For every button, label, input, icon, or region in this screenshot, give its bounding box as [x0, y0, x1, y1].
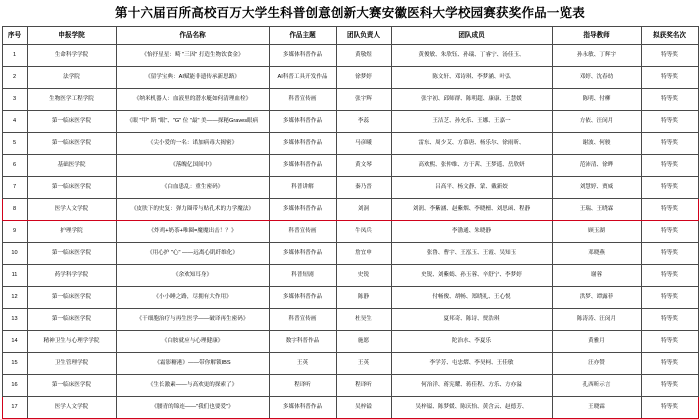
- cell-leader: 詹宜申: [336, 243, 391, 265]
- cell-teacher: 刘慧婷、贾威: [552, 177, 641, 199]
- table-row: [2, 309, 698, 331]
- cell-work: 《白血患乱：重生密码》: [116, 177, 269, 199]
- cell-college: 第一临床医学院: [27, 133, 116, 155]
- cell-work: 《纳米机器人：血液里的潜水艇如何清理血栓》: [116, 89, 269, 111]
- cell-no: 10: [2, 243, 27, 265]
- column-header-leader: 团队负责人: [336, 27, 391, 45]
- cell-members: 张鲁、曹宇、王泓玉、王霞、吴知玉: [391, 243, 552, 265]
- cell-no: 12: [2, 287, 27, 309]
- page-title: 第十六届百所高校百万大学生科普创意创新大赛安徽医科大学校园赛获奖作品一览表: [115, 6, 585, 20]
- cell-leader: 张宇辉: [336, 89, 391, 111]
- cell-members: 陈文轩、邓诗琪、李梦涵、叶弘: [391, 67, 552, 89]
- cell-members: 高欢熙、张仲维、方于茜、王梦遥、岳欣妍: [391, 155, 552, 177]
- cell-award: 特等奖: [641, 243, 698, 265]
- cell-award: 特等奖: [641, 45, 698, 67]
- cell-college: 精神卫生与心理学学院: [27, 331, 116, 353]
- cell-award: 特等奖: [641, 375, 698, 397]
- cell-award: 特等奖: [641, 89, 698, 111]
- cell-leader: 黄文琴: [336, 155, 391, 177]
- cell-teacher: 王晓霖: [552, 397, 641, 419]
- cell-college: 第一临床医学院: [27, 309, 116, 331]
- cell-theme: 多媒体科普作品: [269, 287, 336, 309]
- cell-members: 何治洋、蒋宪耀、蒋佳程、方乐、方亦溢: [391, 375, 552, 397]
- cell-college: 第一临床医学院: [27, 243, 116, 265]
- cell-members: 陀治水、李夏乐: [391, 331, 552, 353]
- cell-teacher: 顾玉湖: [552, 221, 641, 243]
- cell-teacher: 方依、汪闵月: [552, 111, 641, 133]
- cell-leader: 史锐: [336, 265, 391, 287]
- cell-college: 基础医学院: [27, 155, 116, 177]
- cell-theme: AI科普工具开发作品: [269, 67, 336, 89]
- cell-theme: 多媒体科普作品: [269, 199, 336, 221]
- cell-award: 特等奖: [641, 199, 698, 221]
- cell-work: 《霜影糖港》——带你解锁IBS: [116, 353, 269, 375]
- cell-teacher: 洪梦、谭露菲: [552, 287, 641, 309]
- cell-college: 第一临床医学院: [27, 177, 116, 199]
- cell-award: 特等奖: [641, 309, 698, 331]
- cell-theme: 科普短剧: [269, 265, 336, 287]
- cell-college: 医学人文学院: [27, 199, 116, 221]
- cell-no: 7: [2, 177, 27, 199]
- cell-no: 4: [2, 111, 27, 133]
- cell-work: 《眼 "甲" 斯 "眼"、"G" 位 "最" 美——探秘Graves眼病: [116, 111, 269, 133]
- cell-award: 特等奖: [641, 353, 698, 375]
- cell-award: 特等奖: [641, 177, 698, 199]
- cell-theme: 多媒体科普作品: [269, 243, 336, 265]
- cell-teacher: 谢波、何骏: [552, 133, 641, 155]
- table-row: [2, 221, 698, 243]
- table-row: [2, 45, 698, 67]
- cell-theme: 多媒体科普作品: [269, 155, 336, 177]
- cell-leader: 杜昊生: [336, 309, 391, 331]
- table-row: [2, 353, 698, 375]
- table-row: [2, 397, 698, 419]
- cell-award: 特等奖: [641, 397, 698, 419]
- cell-theme: 多媒体科普作品: [269, 45, 336, 67]
- cell-leader: 刘洞: [336, 199, 391, 221]
- table-row: [2, 199, 698, 221]
- table-row: [2, 331, 698, 353]
- column-header-award: 拟获奖名次: [641, 27, 698, 45]
- cell-college: 生物医学工程学院: [27, 89, 116, 111]
- cell-leader: 王英: [336, 353, 391, 375]
- cell-leader: 施愿: [336, 331, 391, 353]
- cell-no: 15: [2, 353, 27, 375]
- cell-work: 《怡抒星星：畸 "三因" 打造生物饮食金》: [116, 45, 269, 67]
- cell-teacher: 孔西昕示言: [552, 375, 641, 397]
- cell-teacher: 谢蓉: [552, 265, 641, 287]
- table-row: [2, 265, 698, 287]
- table-header: [2, 27, 698, 45]
- cell-work: 《余欢知耳身》: [116, 265, 269, 287]
- table-body: [2, 45, 698, 419]
- cell-teacher: 陈涛涛、汪闵月: [552, 309, 641, 331]
- column-header-work: 作品名称: [116, 27, 269, 45]
- cell-no: 8: [2, 199, 27, 221]
- cell-college: 生命科学学院: [27, 45, 116, 67]
- cell-members: 吕高平、杨文静、蒙、戴新姣: [391, 177, 552, 199]
- award-table: [2, 26, 699, 419]
- cell-members: 付畅俊、胡畅、郑晓礼、王心悦: [391, 287, 552, 309]
- cell-award: 特等奖: [641, 287, 698, 309]
- cell-work: 《生长激素——与高欢更的探索了》: [116, 375, 269, 397]
- cell-award: 特等奖: [641, 155, 698, 177]
- cell-college: 第一临床医学院: [27, 287, 116, 309]
- cell-college: 第一临床医学院: [27, 375, 116, 397]
- cell-no: 14: [2, 331, 27, 353]
- cell-college: 卫生管理学院: [27, 353, 116, 375]
- column-header-college: 申报学院: [27, 27, 116, 45]
- cell-theme: 多媒体科普作品: [269, 111, 336, 133]
- cell-work: 《留学宝典：AI赋能非遗传承新思路》: [116, 67, 269, 89]
- cell-award: 特等奖: [641, 331, 698, 353]
- cell-leader: 马彦曦: [336, 133, 391, 155]
- cell-no: 11: [2, 265, 27, 287]
- cell-members: 夏邦奇、陈诗、贾浩琪: [391, 309, 552, 331]
- cell-members: 吴梓镒、陈梦媛、陈庆怡、黄含云、赵德芳、: [391, 397, 552, 419]
- cell-members: 李渤通、朱晓静: [391, 221, 552, 243]
- cell-leader: 徐梦婷: [336, 67, 391, 89]
- cell-leader: 牛凤兵: [336, 221, 391, 243]
- cell-award: 特等奖: [641, 221, 698, 243]
- table-row: [2, 89, 698, 111]
- cell-award: 特等奖: [641, 111, 698, 133]
- cell-theme: 程译听: [269, 375, 336, 397]
- cell-teacher: 黄雅月: [552, 331, 641, 353]
- cell-no: 1: [2, 45, 27, 67]
- column-header-teacher: 指导教师: [552, 27, 641, 45]
- cell-teacher: 邓晓燕: [552, 243, 641, 265]
- cell-work: 《小小睡之路，尽拥有大作用》: [116, 287, 269, 309]
- table-row: [2, 243, 698, 265]
- cell-teacher: 范沛清、徐晔: [552, 155, 641, 177]
- table-row: [2, 67, 698, 89]
- table-row: [2, 155, 698, 177]
- cell-leader: 秦乃晋: [336, 177, 391, 199]
- cell-leader: 陈静: [336, 287, 391, 309]
- cell-theme: 科普宣传画: [269, 221, 336, 243]
- cell-teacher: 王瑞、王晓霖: [552, 199, 641, 221]
- column-header-no: 序号: [2, 27, 27, 45]
- cell-work: 《白胺就应与心理健康》: [116, 331, 269, 353]
- cell-no: 5: [2, 133, 27, 155]
- table-row: [2, 111, 698, 133]
- cell-work: 《用心护 "心" ——远离心肌纤维化》: [116, 243, 269, 265]
- cell-theme: 多媒体科普作品: [269, 133, 336, 155]
- cell-no: 3: [2, 89, 27, 111]
- cell-teacher: 汪亦赞: [552, 353, 641, 375]
- cell-work: 《皮肤下的史复：弹力圈带与贴孔术的力学魔法》: [116, 199, 269, 221]
- cell-no: 2: [2, 67, 27, 89]
- cell-members: 张宇初、邱师群、陈明超、康康、王慧媛: [391, 89, 552, 111]
- table-row: [2, 287, 698, 309]
- cell-members: 李学芳、屯忠熠、李昊柯、王佳敏: [391, 353, 552, 375]
- cell-award: 特等奖: [641, 133, 698, 155]
- cell-teacher: 孙永敏、丁辉宇: [552, 45, 641, 67]
- cell-college: 医学人文学院: [27, 397, 116, 419]
- cell-award: 特等奖: [641, 67, 698, 89]
- table-row: [2, 133, 698, 155]
- cell-teacher: 陈明、付柳: [552, 89, 641, 111]
- cell-leader: 程译听: [336, 375, 391, 397]
- cell-members: 王洁芝、孙允乐、王娜、王嘉一: [391, 111, 552, 133]
- cell-members: 刘润、李紫涵、赵紫烟、李晓檀、刘思函、程静: [391, 199, 552, 221]
- cell-work: 《尖小爱的一名：诺加病毒大揭密》: [116, 133, 269, 155]
- table-row: [2, 375, 698, 397]
- cell-work: 《腰青的锦连——"我们也要爱"》: [116, 397, 269, 419]
- cell-college: 药学科学学院: [27, 265, 116, 287]
- cell-leader: 黄敬煜: [336, 45, 391, 67]
- column-header-theme: 作品主题: [269, 27, 336, 45]
- cell-leader: 吴梓镒: [336, 397, 391, 419]
- cell-no: 13: [2, 309, 27, 331]
- cell-no: 6: [2, 155, 27, 177]
- cell-members: 黄俊敏、朱欣钰、孙瑞、丁睿宁、汤佳玉、: [391, 45, 552, 67]
- cell-award: 特等奖: [641, 265, 698, 287]
- table-header-row: [2, 27, 698, 45]
- cell-work: 《落魄亿国间中》: [116, 155, 269, 177]
- cell-theme: 科普宣传画: [269, 309, 336, 331]
- cell-theme: 王英: [269, 353, 336, 375]
- cell-theme: 多媒体科普作品: [269, 397, 336, 419]
- cell-college: 第一临床医学院: [27, 111, 116, 133]
- cell-leader: 李蕊: [336, 111, 391, 133]
- cell-work: 《炸鸡+奶茶+唯圈=魔魔出击！？》: [116, 221, 269, 243]
- column-header-members: 团队成员: [391, 27, 552, 45]
- cell-members: 史锐、刘紫嫣、孙玉蓉、辛舒宁、李梦婷: [391, 265, 552, 287]
- cell-teacher: 邓婷、沈春幼: [552, 67, 641, 89]
- cell-no: 16: [2, 375, 27, 397]
- cell-theme: 科普讲解: [269, 177, 336, 199]
- table-row: [2, 177, 698, 199]
- cell-theme: 数字科普作品: [269, 331, 336, 353]
- cell-theme: 科普宣传画: [269, 89, 336, 111]
- cell-no: 17: [2, 397, 27, 419]
- cell-college: 护理学院: [27, 221, 116, 243]
- cell-work: 《干细胞治疗与再生医学——破译再生密码》: [116, 309, 269, 331]
- cell-members: 雷东、周少艾、方慕唐、杨乐尔、徐雨昕、: [391, 133, 552, 155]
- cell-college: 法学院: [27, 67, 116, 89]
- cell-no: 9: [2, 221, 27, 243]
